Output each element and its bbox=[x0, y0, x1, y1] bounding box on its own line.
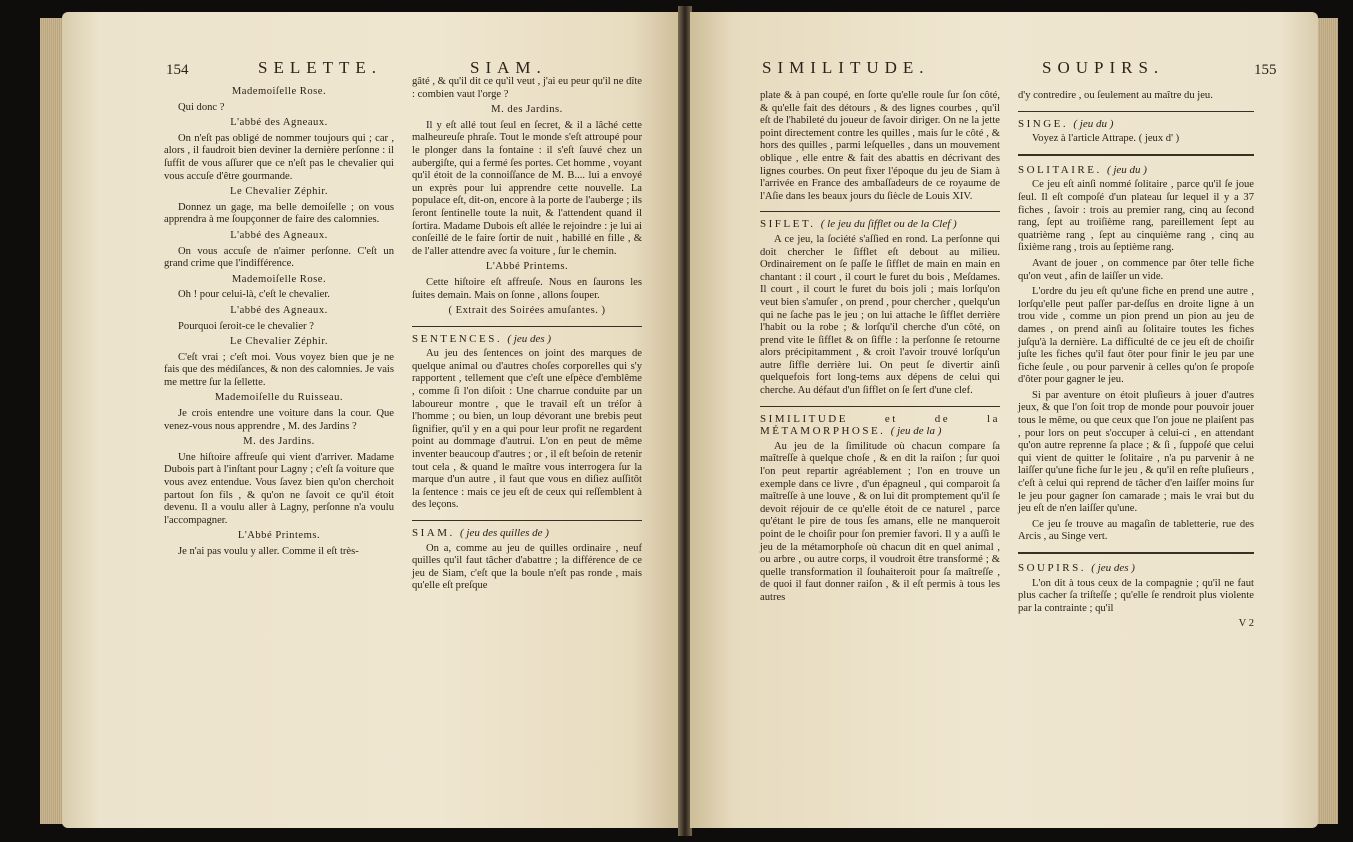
entry-heading bbox=[760, 218, 1000, 231]
paragraph: On n'eſt pas obligé de nommer toujours qui ; car , alors , il faudroit bien deviner la dernière perſonne : il ſuffit de vous aſſurer que ce n'eſt pas le chevalier qui vous accuſe d'être gourmande. bbox=[164, 132, 394, 182]
section-rule bbox=[1018, 111, 1254, 112]
paragraph: Donnez un gage, ma belle demoiſelle ; on vous apprendra à me ſoupçonner de faire des calomnies. bbox=[164, 201, 394, 226]
entry-heading bbox=[1018, 562, 1254, 575]
speaker-name: L'Abbé Printems. bbox=[237, 530, 321, 542]
speaker-name: L'Abbé Printems. bbox=[485, 261, 569, 273]
entry-title: SIMILITUDE et de la MÉTAMORPHOSE. bbox=[760, 412, 1000, 438]
paragraph: gâté , & qu'il dit ce qu'il veut , j'ai eu peur qu'il ne dîte : combien vaut l'orge ? bbox=[412, 76, 642, 100]
section-rule bbox=[760, 406, 1000, 407]
text-column bbox=[1018, 90, 1254, 634]
speaker-name: M. des Jardins. bbox=[243, 436, 315, 448]
paragraph: On a, comme au jeu de quilles ordinaire , neuf quilles qu'il faut tâcher d'abattre ; la différence de ce jeu de Siam, c'eſt que la boule n'eſt pas ronde , mais qu'elle eſt preſque bbox=[412, 542, 642, 592]
page-edges-left bbox=[40, 18, 64, 824]
page-number: 154 bbox=[166, 62, 189, 78]
entry-subtitle: ( jeu du ) bbox=[1073, 117, 1114, 130]
entry-subtitle: ( jeu des ) bbox=[1091, 562, 1135, 574]
entry-subtitle: ( jeu des quilles de ) bbox=[460, 527, 549, 539]
left-page bbox=[62, 12, 680, 828]
right-page bbox=[690, 12, 1318, 828]
speaker-name: ( Extrait des Soirées amuſantes. ) bbox=[448, 305, 606, 317]
paragraph: A ce jeu, la ſociété s'aſſied en rond. La perſonne qui doit chercher le ſifflet eſt debout au milieu. Ordinairement on ſe paſſe le ſifflet de main en main en chantant : il court , il court le furet du bois , Meſdames. Il court , il court le furet du bois joli ; mais lorſqu'on veut bien s'amuſer , on prend , pour chercher , quelqu'un qui ne ſache pas le jeu ; on lui attache le ſifflet derrière l'habit ou la robe ; & lorſqu'il cherche d'un côté, on prend vite le ſifflet & on ſiffle : la perſonne ſe retourne alors précipitamment , & croit l'avoir trouvé lorſqu'un autre ſiffle derrière lui. On peut ſe divertir ainſi quelquefois fort long-tems aux dépens de celui qui cherche. Au défaut d'un ſifflet on ſe ſert d'une clef. bbox=[760, 233, 1000, 397]
paragraph: C'eſt vrai ; c'eſt moi. Vous voyez bien que je ne fais que des médiſances, & non des calomnies. Je vais me mettre ſur la ſellette. bbox=[164, 351, 394, 388]
paragraph: Ce jeu eſt ainſi nommé ſolitaire , parce qu'il ſe joue ſeul. Il eſt compoſé d'un plateau ſur lequel il y a 37 fiches , ſavoir : trois au premier rang, cinq au ſecond rang, ſept au troiſième rang, pareillement ſept au quatrième rang , ſept au cinquième rang , cinq au ſixième rang , trois au ſeptième rang. bbox=[1018, 179, 1254, 254]
paragraph: On vous accuſe de n'aimer perſonne. C'eſt un grand crime que l'indifférence. bbox=[164, 245, 394, 270]
speaker-name: L'abbé des Agneaux. bbox=[230, 229, 328, 241]
paragraph: d'y contredire , ou ſeulement au maître du jeu. bbox=[1018, 90, 1213, 101]
entry-heading bbox=[412, 333, 642, 346]
entry-title: SENTENCES. bbox=[412, 332, 503, 345]
paragraph: Cette hiſtoire eſt affreuſe. Nous en ſaurons les ſuites demain. Mais on ſonne , allons ſouper. bbox=[412, 276, 642, 301]
paragraph: Ce jeu ſe trouve au magaſin de tabletterie, rue des Arcis , au Singe vert. bbox=[1018, 518, 1254, 543]
entry-title: SOLITAIRE. bbox=[1018, 163, 1102, 176]
entry-title: SOUPIRS. bbox=[1018, 562, 1086, 574]
section-rule bbox=[760, 211, 1000, 212]
paragraph: Pourquoi ſeroit-ce le chevalier ? bbox=[178, 320, 314, 332]
text-column bbox=[760, 90, 1000, 608]
page-edges-right bbox=[1316, 18, 1338, 824]
paragraph: Il y eſt allé tout ſeul en ſecret, & il a lâché cette malheureuſe phraſe. Tout le monde s'eſt attroupé pour le plonger dans la fontaine : il s'eſt ſauvé chez un aubergiſte, qui a fermé ſes portes. Cet homme , voyant qu'il étoit de la connoiſſance de M. B.... lui a envoyé un exprès pour lui apprendre cette nouvelle. La populace eſt, dit-on, encore à la porte de l'auberge ; ils ſeront ſentinelle toute la nuit, & l'attendent quand il ſortira. Madame Dubois eſt allée le rejoindre : je lui ai conſeillé de le faire ſortir de nuit , habillé en fille , & de l'aller attendre avec ſa voiture , ſur le chemin. bbox=[412, 119, 642, 257]
paragraph: L'on dit à tous ceux de la compagnie ; qu'il ne faut plus cacher ſa triſteſſe ; qu'elle ſe rendroit plus violente par la contrainte ; qu'il bbox=[1018, 577, 1254, 614]
running-head: SOUPIRS. bbox=[1042, 58, 1165, 77]
speaker-name: Le Chevalier Zéphir. bbox=[230, 186, 328, 198]
entry-title: SINGE. bbox=[1018, 117, 1069, 130]
running-head: SELETTE. bbox=[258, 58, 383, 77]
speaker-name: M. des Jardins. bbox=[491, 104, 563, 116]
paragraph: plate & à pan coupé, en ſorte qu'elle roule ſur ſon côté, & qu'elle fait des détours , & des lignes courbes , qu'il eſt de l'habileté du joueur de ſavoir diriger. On ne la jette point directement contre les quilles , mais ſur le côté , & hors des quilles , parmi leſquelles , dans un mouvement oblique , elle entre & fait des abattis en décrivant des lignes courbes. On peut fixer l'époque du jeu de Siam à l'arrivée en France des ambaſſadeurs de ce royaume de l'Aſie dans les beaux jours du ſiècle de Louis XIV. bbox=[760, 90, 1000, 202]
signature-mark: V 2 bbox=[1238, 618, 1254, 630]
section-rule bbox=[412, 520, 642, 521]
paragraph: L'ordre du jeu eſt qu'une fiche en prend une autre , lorſqu'elle peut paſſer par-deſſus en droite ligne à un trou vide , comme un pion prend un pion au jeu de dames , on prend ainſi au ſolitaire toutes les fiches juſqu'à la dernière. La difficulté de ce jeu eſt de choiſir juſte les fiches qu'il faut ôter pour finir le jeu par une fiche ſeule , ou pour parvenir à celles qu'on ſe propoſe d'ôter pour gagner le jeu. bbox=[1018, 286, 1254, 386]
speaker-name: Mademoiſelle Rose. bbox=[231, 273, 327, 285]
paragraph: Voyez à l'article Attrape. ( jeux d' ) bbox=[1032, 133, 1180, 145]
paragraph: Qui donc ? bbox=[178, 101, 225, 113]
speaker-name: Mademoiſelle Rose. bbox=[231, 86, 327, 97]
entry-heading bbox=[760, 413, 1000, 438]
paragraph: Si par aventure on étoit pluſieurs à jouer d'autres jeux, & que l'on ſoit trop de monde pour pouvoir jouer tous le même, ou que ceux que l'on joue ne plaiſent pas , pour lors on peut s'occuper à celui-ci , en attendant qu'on autre reprenne ſa place ; & ſi , ſuppoſé que celui qui vient de quitter le ſolitaire , n'a pu parvenir à ne laiſſer qu'une fiche ſur le jeu , & qu'il en reſte pluſieurs , c'eſt à celui qui reprend de tâcher d'en laiſſer moins ſur le jeu pour gagner ſon camarade ; mais le vrai but du jeu eſt de n'en laiſſer qu'une. bbox=[1018, 389, 1254, 515]
paragraph: Une hiſtoire affreuſe qui vient d'arriver. Madame Dubois part à l'inſtant pour Lagny ; c'eſt ſa voiture que vous avez entendue. Vous ſavez bien qu'on cherchoit partout ſon fils , & qu'on ne ſavoit ce qu'il étoit devenu. Il a voulu aller à Lagny, perſonne n'a voulu l'accompagner. bbox=[164, 451, 394, 526]
entry-title: SIFLET. bbox=[760, 218, 816, 231]
speaker-name: Le Chevalier Zéphir. bbox=[230, 336, 328, 348]
section-rule bbox=[1018, 552, 1254, 554]
paragraph: Je n'ai pas voulu y aller. Comme il eſt très- bbox=[178, 546, 359, 557]
entry-heading bbox=[412, 527, 642, 540]
paragraph: Avant de jouer , on commence par ôter telle fiche qu'on veut , afin de laiſſer un vide. bbox=[1018, 257, 1254, 282]
speaker-name: L'abbé des Agneaux. bbox=[230, 304, 328, 316]
paragraph: Au jeu de la ſimilitude où chacun compare ſa maîtreſſe à quelque choſe , & en dit la raiſon ; ſur quoi l'on peut repartir agréablement ; l'on en trouve un exemple dans ce livre , d'un épagneul , qui comparoit ſa maîtreſſe à une louve , & on lui dit promptement qu'il ſe devoit réjouir de ce qu'elle étoit de ce naturel , parce qu'étant le pire de tous ſes amans, elle ne manqueroit point de le choiſir pour ſon premier favori. Il y a auſſi le jeu de la métamorphoſe où chacun dit en quel animal , ou arbre , ou autre corps, il voudroit être transformé ; & quelle transformation il ſouhaiteroit pour ſa maîtreſſe , de quoi il faut donner raiſon , & il eſt permis à tous les autres bbox=[760, 440, 1000, 603]
speaker-name: Mademoiſelle du Ruisseau. bbox=[214, 392, 344, 404]
running-head: SIAM. bbox=[470, 58, 547, 77]
entry-subtitle: ( le jeu du ſifflet ou de la Clef ) bbox=[820, 218, 957, 231]
text-column bbox=[164, 86, 394, 562]
entry-heading bbox=[1018, 164, 1254, 177]
entry-heading bbox=[1018, 118, 1254, 131]
page-number: 155 bbox=[1254, 62, 1277, 78]
entry-subtitle: ( jeu des ) bbox=[507, 332, 552, 345]
text-column bbox=[412, 76, 642, 596]
paragraph: Je crois entendre une voiture dans la cour. Que venez-vous nous apprendre , M. des Jardins ? bbox=[164, 408, 394, 432]
entry-title: SIAM. bbox=[412, 527, 455, 539]
section-rule bbox=[1018, 154, 1254, 156]
entry-subtitle: ( jeu de la ) bbox=[890, 425, 942, 438]
speaker-name: L'abbé des Agneaux. bbox=[230, 117, 328, 129]
paragraph: Oh ! pour celui-là, c'eſt le chevalier. bbox=[178, 289, 330, 301]
running-head: SIMILITUDE. bbox=[762, 58, 930, 77]
paragraph: Au jeu des ſentences on joint des marques de quelque animal ou d'autres choſes corporelles qui s'y rapportent , tellement que c'eſt une eſpèce d'emblême , comme ſi l'on diſoit : Une charrue conduite par un laboureur montre , que le travail eſt un tréſor à l'homme ; ou bien, un loup dévorant une brebis peut ſignifier, qu'il y en a qui pour leur profit ne regardent point au dommage d'autrui. L'on en peut de même inventer beaucoup d'autres ; or , il eſt beſoin de retenir tout cela , & quand le maître vous interrogera ſur la marque d'un autre , il faut que vous en diſiez auſſitôt la ſentence : mais ce jeu eſt de ceux qui reſſemblent à des leçons. bbox=[412, 348, 642, 511]
section-rule bbox=[412, 326, 642, 327]
entry-subtitle: ( jeu du ) bbox=[1106, 163, 1147, 176]
